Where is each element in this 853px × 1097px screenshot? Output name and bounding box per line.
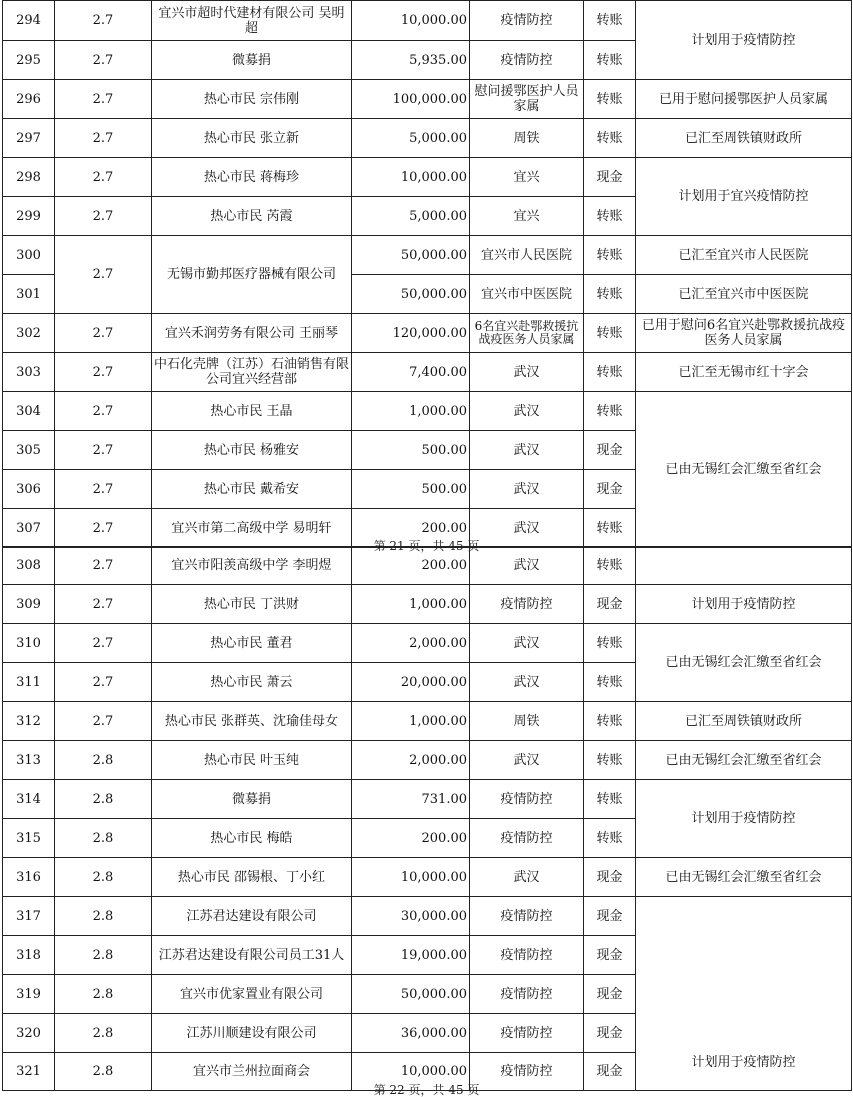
row-note: 已由无锡红会汇缴至省红会 (636, 741, 852, 780)
row-purpose: 武汉 (470, 547, 584, 585)
row-amount: 200.00 (352, 819, 470, 858)
row-number: 311 (3, 663, 55, 702)
row-note: 已汇至周铁镇财政所 (636, 702, 852, 741)
row-number: 315 (3, 819, 55, 858)
row-method: 现金 (584, 1053, 636, 1091)
row-number: 294 (3, 1, 55, 41)
table-row (3, 314, 852, 353)
row-amount: 1,000.00 (352, 702, 470, 741)
row-amount: 50,000.00 (352, 275, 470, 314)
row-method: 转账 (584, 353, 636, 392)
row-number: 312 (3, 702, 55, 741)
row-date: 2.7 (55, 663, 152, 702)
row-amount: 200.00 (352, 509, 470, 548)
row-donor: 宜兴市第二高级中学 易明轩 (152, 509, 352, 548)
row-date: 2.7 (55, 353, 152, 392)
row-date: 2.7 (55, 197, 152, 236)
row-purpose: 宜兴市中医医院 (470, 275, 584, 314)
table-row (3, 741, 852, 780)
row-purpose: 疫情防控 (470, 1014, 584, 1053)
row-amount: 5,935.00 (352, 41, 470, 80)
row-amount: 2,000.00 (352, 741, 470, 780)
row-amount: 7,400.00 (352, 353, 470, 392)
row-number: 305 (3, 431, 55, 470)
row-method: 转账 (584, 547, 636, 585)
row-number: 314 (3, 780, 55, 819)
row-note: 已汇至周铁镇财政所 (636, 119, 852, 158)
row-purpose: 疫情防控 (470, 1, 584, 41)
row-method: 转账 (584, 392, 636, 431)
row-donor: 热心市民 叶玉纯 (152, 741, 352, 780)
row-amount: 10,000.00 (352, 158, 470, 197)
row-number: 309 (3, 585, 55, 624)
row-amount: 100,000.00 (352, 80, 470, 119)
row-purpose: 疫情防控 (470, 897, 584, 936)
row-donor: 热心市民 戴希安 (152, 470, 352, 509)
row-purpose: 疫情防控 (470, 1053, 584, 1091)
row-amount: 10,000.00 (352, 1, 470, 41)
row-date: 2.7 (55, 392, 152, 431)
row-date: 2.8 (55, 975, 152, 1014)
table-row (3, 236, 852, 275)
row-note: 计划用于疫情防控 (636, 585, 852, 624)
row-donor: 宜兴禾润劳务有限公司 王丽琴 (152, 314, 352, 353)
row-purpose: 武汉 (470, 624, 584, 663)
row-note: 计划用于疫情防控 (636, 897, 852, 1091)
row-method: 转账 (584, 819, 636, 858)
row-donor: 热心市民 梅皓 (152, 819, 352, 858)
row-number: 302 (3, 314, 55, 353)
row-number: 307 (3, 509, 55, 548)
row-date: 2.7 (55, 509, 152, 548)
row-method: 转账 (584, 275, 636, 314)
row-date: 2.7 (55, 158, 152, 197)
row-number: 316 (3, 858, 55, 897)
row-donor: 热心市民 萧云 (152, 663, 352, 702)
row-method: 转账 (584, 509, 636, 548)
row-donor: 中石化壳牌（江苏）石油销售有限公司宜兴经营部 (152, 353, 352, 392)
row-donor: 热心市民 宗伟刚 (152, 80, 352, 119)
row-purpose: 疫情防控 (470, 975, 584, 1014)
row-number: 310 (3, 624, 55, 663)
row-number: 299 (3, 197, 55, 236)
row-date: 2.7 (55, 624, 152, 663)
row-donor: 热心市民 张立新 (152, 119, 352, 158)
row-date: 2.7 (55, 80, 152, 119)
row-number: 301 (3, 275, 55, 314)
row-purpose: 武汉 (470, 392, 584, 431)
row-date: 2.8 (55, 819, 152, 858)
row-purpose: 疫情防控 (470, 41, 584, 80)
row-donor: 江苏君达建设有限公司员工31人 (152, 936, 352, 975)
row-date: 2.7 (55, 547, 152, 585)
row-date: 2.8 (55, 936, 152, 975)
row-donor: 江苏君达建设有限公司 (152, 897, 352, 936)
row-purpose: 宜兴 (470, 197, 584, 236)
row-purpose: 疫情防控 (470, 936, 584, 975)
row-purpose: 武汉 (470, 509, 584, 548)
row-amount: 1,000.00 (352, 585, 470, 624)
row-method: 现金 (584, 936, 636, 975)
row-purpose: 武汉 (470, 353, 584, 392)
donation-table-part2 (2, 546, 852, 1097)
row-amount: 1,000.00 (352, 392, 470, 431)
row-note-continued (636, 547, 852, 585)
row-amount: 36,000.00 (352, 1014, 470, 1053)
table-row (3, 897, 852, 936)
row-amount: 500.00 (352, 431, 470, 470)
row-amount: 5,000.00 (352, 197, 470, 236)
row-method: 转账 (584, 741, 636, 780)
row-date: 2.7 (55, 585, 152, 624)
row-note: 已用于慰问援鄂医护人员家属 (636, 80, 852, 119)
row-method: 转账 (584, 780, 636, 819)
row-method: 转账 (584, 119, 636, 158)
row-amount: 10,000.00 (352, 858, 470, 897)
table-row (3, 80, 852, 119)
row-donor: 热心市民 董君 (152, 624, 352, 663)
row-amount: 19,000.00 (352, 936, 470, 975)
row-method: 现金 (584, 975, 636, 1014)
row-date: 2.8 (55, 858, 152, 897)
row-number: 321 (3, 1053, 55, 1091)
row-number: 296 (3, 80, 55, 119)
page-footer: 第 21 页，共 45 页 (373, 539, 480, 553)
row-method: 转账 (584, 1, 636, 41)
table-row (3, 119, 852, 158)
row-date: 2.7 (55, 1, 152, 41)
row-note: 计划用于疫情防控 (636, 1, 852, 80)
row-amount: 30,000.00 (352, 897, 470, 936)
row-amount: 200.00 (352, 547, 470, 585)
row-number: 295 (3, 41, 55, 80)
row-purpose: 周铁 (470, 119, 584, 158)
row-note: 计划用于疫情防控 (636, 780, 852, 858)
row-donor: 热心市民 杨雅安 (152, 431, 352, 470)
row-donor: 热心市民 邵锡根、丁小红 (152, 858, 352, 897)
row-method: 现金 (584, 1014, 636, 1053)
row-donor: 微募捐 (152, 41, 352, 80)
row-purpose: 6名宜兴赴鄂救援抗战疫医务人员家属 (470, 314, 584, 353)
row-method: 转账 (584, 663, 636, 702)
row-date: 2.7 (55, 314, 152, 353)
page-footer: 第 22 页，共 45 页 (373, 1083, 480, 1097)
row-number: 303 (3, 353, 55, 392)
row-number: 319 (3, 975, 55, 1014)
row-amount: 50,000.00 (352, 236, 470, 275)
row-date: 2.7 (55, 119, 152, 158)
row-donor: 江苏川顺建设有限公司 (152, 1014, 352, 1053)
row-purpose: 武汉 (470, 663, 584, 702)
row-amount: 5,000.00 (352, 119, 470, 158)
row-purpose: 周铁 (470, 702, 584, 741)
row-amount: 20,000.00 (352, 663, 470, 702)
table-row (3, 585, 852, 624)
row-donor: 热心市民 王晶 (152, 392, 352, 431)
row-number: 308 (3, 547, 55, 585)
row-amount: 731.00 (352, 780, 470, 819)
row-amount: 500.00 (352, 470, 470, 509)
row-purpose: 慰问援鄂医护人员家属 (470, 80, 584, 119)
row-donor: 宜兴市兰州拉面商会 (152, 1053, 352, 1091)
row-method: 现金 (584, 897, 636, 936)
row-donor: 宜兴市阳羡高级中学 李明煜 (152, 547, 352, 585)
row-number: 320 (3, 1014, 55, 1053)
row-donor: 宜兴市优家置业有限公司 (152, 975, 352, 1014)
row-donor: 无锡市勤邦医疗器械有限公司 (152, 236, 352, 314)
row-note: 计划用于宜兴疫情防控 (636, 158, 852, 236)
row-method: 现金 (584, 431, 636, 470)
row-method: 转账 (584, 624, 636, 663)
row-amount: 2,000.00 (352, 624, 470, 663)
table-row (3, 780, 852, 819)
row-date: 2.8 (55, 741, 152, 780)
table-row (3, 547, 852, 585)
row-note: 已用于慰问6名宜兴赴鄂救援抗战疫医务人员家属 (636, 314, 852, 353)
row-purpose: 宜兴 (470, 158, 584, 197)
row-method: 转账 (584, 702, 636, 741)
row-purpose: 武汉 (470, 470, 584, 509)
row-date: 2.7 (55, 702, 152, 741)
row-number: 317 (3, 897, 55, 936)
row-date: 2.7 (55, 431, 152, 470)
row-donor: 热心市民 芮霞 (152, 197, 352, 236)
row-note: 已由无锡红会汇缴至省红会 (636, 392, 852, 548)
row-date: 2.8 (55, 1053, 152, 1091)
row-method: 现金 (584, 158, 636, 197)
row-purpose: 武汉 (470, 431, 584, 470)
table-row (3, 624, 852, 663)
table-row (3, 858, 852, 897)
row-number: 306 (3, 470, 55, 509)
row-date: 2.7 (55, 470, 152, 509)
row-amount: 50,000.00 (352, 975, 470, 1014)
table-row (3, 158, 852, 197)
row-note: 已汇至宜兴市人民医院 (636, 236, 852, 275)
row-note: 已由无锡红会汇缴至省红会 (636, 624, 852, 702)
table-row (3, 392, 852, 431)
donation-table-part1 (2, 0, 852, 553)
row-donor: 微募捐 (152, 780, 352, 819)
row-number: 298 (3, 158, 55, 197)
row-note: 已汇至宜兴市中医医院 (636, 275, 852, 314)
row-donor: 宜兴市超时代建材有限公司 吴明超 (152, 1, 352, 41)
table-row (3, 353, 852, 392)
row-note: 已由无锡红会汇缴至省红会 (636, 858, 852, 897)
row-method: 转账 (584, 80, 636, 119)
row-note: 已汇至无锡市红十字会 (636, 353, 852, 392)
table-row (3, 1, 852, 41)
row-purpose: 疫情防控 (470, 585, 584, 624)
row-number: 318 (3, 936, 55, 975)
row-method: 转账 (584, 41, 636, 80)
row-purpose: 武汉 (470, 741, 584, 780)
row-number: 297 (3, 119, 55, 158)
row-donor: 热心市民 张群英、沈瑜佳母女 (152, 702, 352, 741)
row-date: 2.8 (55, 780, 152, 819)
row-amount: 10,000.00 (352, 1053, 470, 1091)
row-donor: 热心市民 蒋梅珍 (152, 158, 352, 197)
row-method: 转账 (584, 197, 636, 236)
row-purpose: 疫情防控 (470, 819, 584, 858)
row-method: 现金 (584, 585, 636, 624)
row-purpose: 疫情防控 (470, 780, 584, 819)
row-method: 转账 (584, 236, 636, 275)
row-date: 2.8 (55, 897, 152, 936)
row-date: 2.8 (55, 1014, 152, 1053)
row-number: 313 (3, 741, 55, 780)
row-purpose: 宜兴市人民医院 (470, 236, 584, 275)
row-number: 304 (3, 392, 55, 431)
row-method: 转账 (584, 314, 636, 353)
row-method: 现金 (584, 858, 636, 897)
row-date: 2.7 (55, 41, 152, 80)
table-row (3, 702, 852, 741)
row-purpose: 武汉 (470, 858, 584, 897)
row-number: 300 (3, 236, 55, 275)
row-amount: 120,000.00 (352, 314, 470, 353)
row-method: 现金 (584, 470, 636, 509)
row-donor: 热心市民 丁洪财 (152, 585, 352, 624)
row-date: 2.7 (55, 236, 152, 314)
